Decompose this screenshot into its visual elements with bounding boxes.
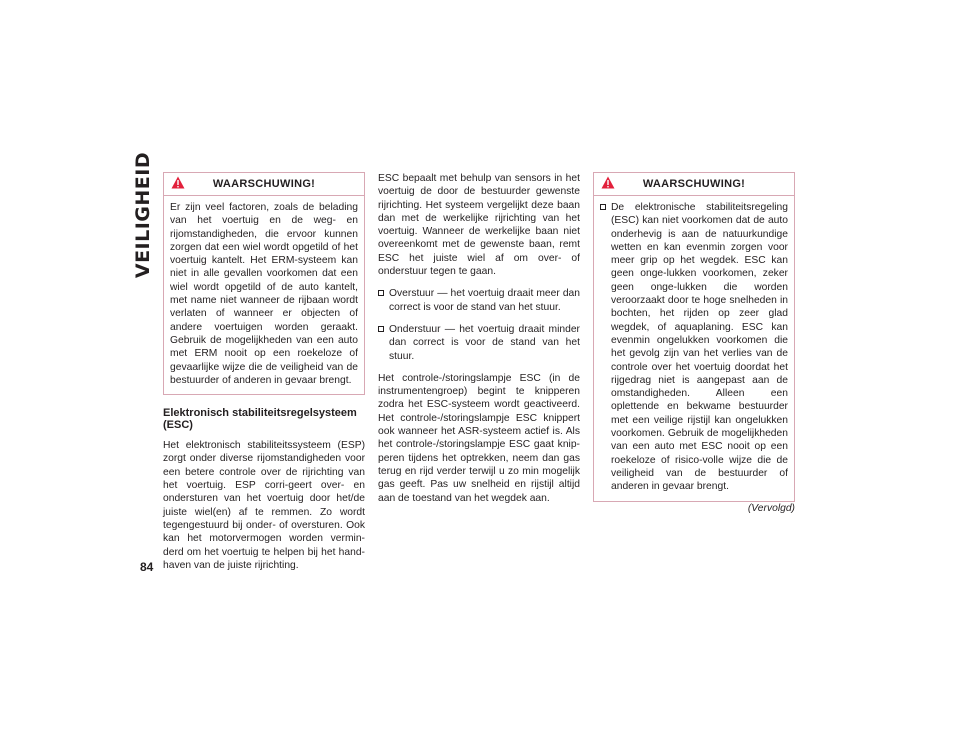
column-left	[163, 172, 365, 581]
warning-header	[164, 173, 364, 196]
list-item-overstuur	[378, 287, 580, 314]
column-right	[593, 172, 795, 514]
warning-triangle-icon	[601, 176, 615, 189]
warning-box-erm	[163, 172, 365, 395]
square-bullet-icon	[600, 204, 606, 210]
warning-text: De elektronische stabiliteitsregeling (ESC) kan niet voorkomen dat de auto onderhevig is aan de natuurkundige wetten en kan evenmin zorgen voor meer grip op het wegdek. ESC kan geen onge-lukken voorkomen, zeker geen onge-lukken die worden veroorzaakt door te hoge snelheden in bochten, het rijden op zeer glad wegdek, of aquaplaning. ESC kan evenmin ongelukken voorkomen die het gevolg zijn van het verlies van de controle over het voertuig doordat het rijgedrag niet is aangepast aan de omstandigheden. Alleen een oplettende en bekwame bestuurder met een veilige rijstijl kan ongelukken voorkomen. Gebruik de mogelijkheden van een auto met ESC nooit op een roekeloze of risico-volle wijze die de veiligheid van de bestuurder of anderen in gevaar brengt.	[611, 202, 788, 493]
list-item-onderstuur	[378, 323, 580, 363]
continued-label: (Vervolgd)	[747, 502, 795, 514]
warning-title: WAARSCHUWING!	[642, 178, 746, 190]
warning-box-esc	[593, 172, 795, 502]
square-bullet-icon	[378, 290, 384, 296]
warning-body	[594, 196, 794, 501]
esc-lamp-paragraph: Het controle-/storingslampje ESC (in de instrumentengroep) begint te knipperen zodra het ESC-systeem wordt geactiveerd. Het controle-/storingslampje ESC knippert ook wanneer het ASR-systeem actief is. Als het controle-/storingslampje ESC gaat knip-peren tijdens het optrekken, neem dan gas terug en rijd verder terwijl u zo min mogelijk gas geeft. Pas uw snelheid en rijstijl altijd aan de toestand van het wegdek aan.	[378, 372, 580, 504]
column-middle	[378, 172, 580, 514]
section-title	[128, 151, 158, 279]
esc-sensor-paragraph: ESC bepaalt met behulp van sensors in het voertuig de door de bestuurder gewenste rijrichting. Het systeem vergelijkt deze baan dan met de werkelijke rijrichting van het voertuig. Wanneer de werkelijke baan niet overeenkomt met de gewenste baan, remt ESC het juiste wiel af om over- of onderstuur tegen te gaan.	[378, 173, 580, 278]
warning-header	[594, 173, 794, 196]
square-bullet-icon	[378, 326, 384, 332]
list-item-text: Onderstuur — het voertuig draait minder dan correct is voor de stand van het stuur.	[389, 323, 580, 362]
esc-heading: Elektronisch stabiliteitsregelsysteem (ESC)	[163, 407, 357, 432]
warning-triangle-icon	[171, 176, 185, 189]
warning-title: WAARSCHUWING!	[212, 178, 316, 190]
esc-intro-paragraph: Het elektronisch stabiliteitssysteem (ESP) zorgt onder diverse rijomstandigheden voor een betere controle over de rijrichting van het voertuig. ESP corri-geert over- en ondersturen van het voertuig door het/de juiste wiel(en) af te remmen. Zo wordt tegengestuurd bij onder- of oversturen. Ook kan het motorvermogen worden vermin-derd om het voertuig te helpen bij het hand-haven van de juiste rijrichting.	[163, 440, 365, 571]
list-item-text: Overstuur — het voertuig draait meer dan correct is voor de stand van het stuur.	[389, 288, 580, 313]
warning-text: Er zijn veel factoren, zoals de belading van het voertuig en de weg- en rijomstandigheden, die ervoor kunnen zorgen dat een wiel wordt opgetild of het voertuig kantelt. Het ERM-systeem kan niet in alle gevallen voorkomen dat een wiel wordt opgetild of de auto kantelt, met name niet wanneer de rijbaan wordt verlaten of wanneer er objecten of andere voertuigen worden geraakt. Gebruik de mogelijkheden van een auto met ERM nooit op een roekeloze of gevaarlijke wijze die de veiligheid van de bestuurder of anderen in gevaar brengt.	[170, 202, 358, 386]
section-title-text: VEILIGHEID	[132, 151, 154, 279]
page-number: 84	[140, 560, 154, 574]
warning-bullet	[600, 201, 788, 494]
